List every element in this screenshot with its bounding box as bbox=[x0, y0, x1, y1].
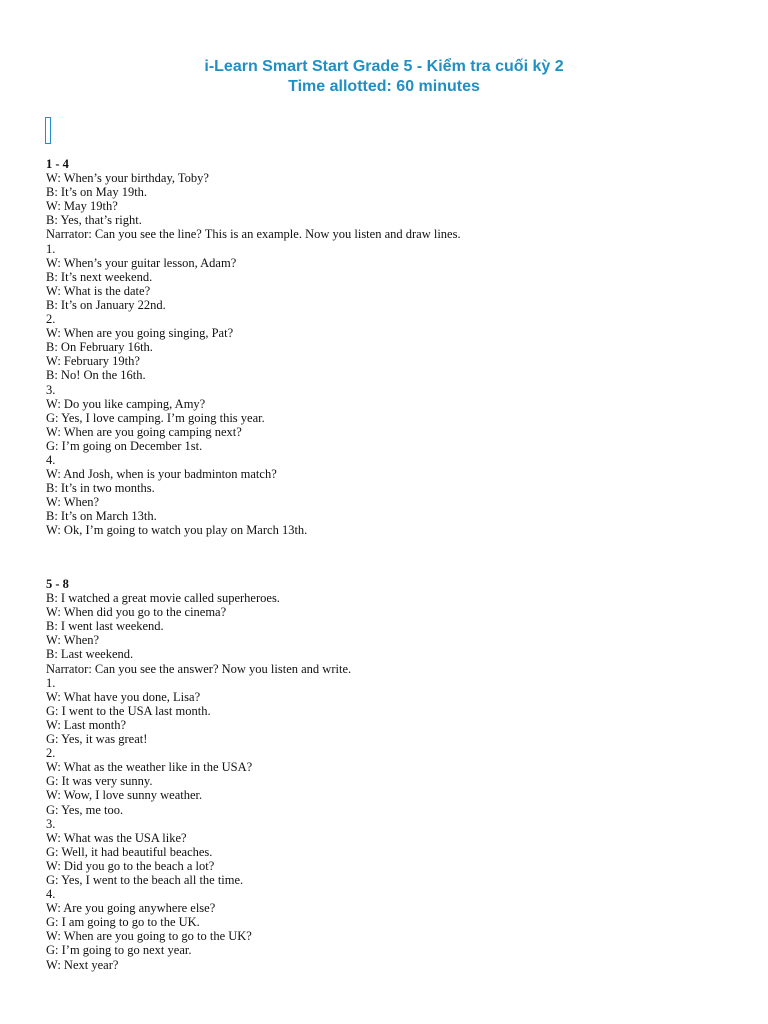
transcript-line: B: On February 16th. bbox=[46, 340, 153, 355]
transcript-line: B: I watched a great movie called superheroes. bbox=[46, 591, 280, 606]
transcript-section-5-8 bbox=[46, 577, 351, 972]
transcript-line: 4. bbox=[46, 887, 56, 902]
transcript-line: 2. bbox=[46, 746, 56, 761]
transcript-line: G: Yes, me too. bbox=[46, 802, 124, 817]
transcript-line: G: Well, it had beautiful beaches. bbox=[46, 844, 213, 859]
transcript-line: B: It’s on May 19th. bbox=[46, 185, 148, 200]
transcript-line: G: I’m going on December 1st. bbox=[46, 438, 203, 453]
transcript-line: W: Next year? bbox=[46, 957, 119, 972]
transcript-line: W: What was the USA like? bbox=[46, 830, 187, 845]
section-lines bbox=[46, 171, 461, 537]
transcript-line: B: I went last weekend. bbox=[46, 619, 164, 634]
transcript-line: W: Are you going anywhere else? bbox=[46, 901, 216, 916]
transcript-line: W: When are you going to go to the UK? bbox=[46, 929, 252, 944]
transcript-line: W: When? bbox=[46, 495, 100, 510]
transcript-line: W: When’s your guitar lesson, Adam? bbox=[46, 255, 237, 270]
transcript-line: B: It’s next weekend. bbox=[46, 269, 153, 284]
transcript-line: B: Last weekend. bbox=[46, 647, 134, 662]
transcript-line: W: May 19th? bbox=[46, 199, 118, 214]
transcript-line: B: It’s on January 22nd. bbox=[46, 297, 166, 312]
transcript-line: W: When’s your birthday, Toby? bbox=[46, 171, 209, 186]
document-header bbox=[0, 57, 768, 97]
document-title: i-Learn Smart Start Grade 5 - Kiểm tra cuối kỳ 2 bbox=[204, 58, 564, 75]
transcript-line: W: When? bbox=[46, 633, 100, 648]
transcript-line: W: Last month? bbox=[46, 717, 127, 732]
transcript-line: G: Yes, it was great! bbox=[46, 732, 148, 747]
transcript-line: 3. bbox=[46, 382, 56, 397]
transcript-line: G: I am going to go to the UK. bbox=[46, 915, 200, 930]
transcript-line: G: I went to the USA last month. bbox=[46, 703, 211, 718]
transcript-line: W: Do you like camping, Amy? bbox=[46, 396, 206, 411]
transcript-line: W: Wow, I love sunny weather. bbox=[46, 788, 203, 803]
transcript-line: W: Ok, I’m going to watch you play on March 13th. bbox=[46, 523, 308, 538]
transcript-line: W: What is the date? bbox=[46, 283, 151, 298]
transcript-line: Narrator: Can you see the line? This is an example. Now you listen and draw lines. bbox=[46, 227, 461, 242]
section-lines bbox=[46, 591, 351, 972]
transcript-line: B: It’s on March 13th. bbox=[46, 509, 157, 524]
transcript-line: G: Yes, I love camping. I’m going this year. bbox=[46, 410, 265, 425]
transcript-line: G: It was very sunny. bbox=[46, 774, 153, 789]
transcript-line: W: When are you going camping next? bbox=[46, 424, 242, 439]
transcript-line: 4. bbox=[46, 452, 56, 467]
transcript-section-1-4 bbox=[46, 157, 461, 538]
transcript-line: 1. bbox=[46, 241, 56, 256]
transcript-line: B: No! On the 16th. bbox=[46, 368, 146, 383]
transcript-line: W: When did you go to the cinema? bbox=[46, 605, 227, 620]
transcript-line: W: What as the weather like in the USA? bbox=[46, 760, 253, 775]
section-title: 5 - 8 bbox=[46, 577, 69, 591]
transcript-line: G: Yes, I went to the beach all the time. bbox=[46, 872, 244, 887]
transcript-line: B: Yes, that’s right. bbox=[46, 213, 142, 228]
transcript-line: G: I’m going to go next year. bbox=[46, 943, 192, 958]
transcript-line: B: It’s in two months. bbox=[46, 481, 155, 496]
transcript-line: W: February 19th? bbox=[46, 354, 140, 369]
transcript-line: 1. bbox=[46, 675, 56, 690]
missing-glyph-icon bbox=[45, 117, 51, 144]
section-title: 1 - 4 bbox=[46, 157, 69, 171]
transcript-line: W: Did you go to the beach a lot? bbox=[46, 858, 215, 873]
transcript-line: W: When are you going singing, Pat? bbox=[46, 326, 234, 341]
transcript-line: W: And Josh, when is your badminton match? bbox=[46, 467, 277, 482]
transcript-line: 3. bbox=[46, 816, 56, 831]
transcript-line: W: What have you done, Lisa? bbox=[46, 689, 201, 704]
transcript-line: 2. bbox=[46, 312, 56, 327]
transcript-line: Narrator: Can you see the answer? Now you listen and write. bbox=[46, 661, 352, 676]
document-subtitle: Time allotted: 60 minutes bbox=[288, 78, 480, 95]
